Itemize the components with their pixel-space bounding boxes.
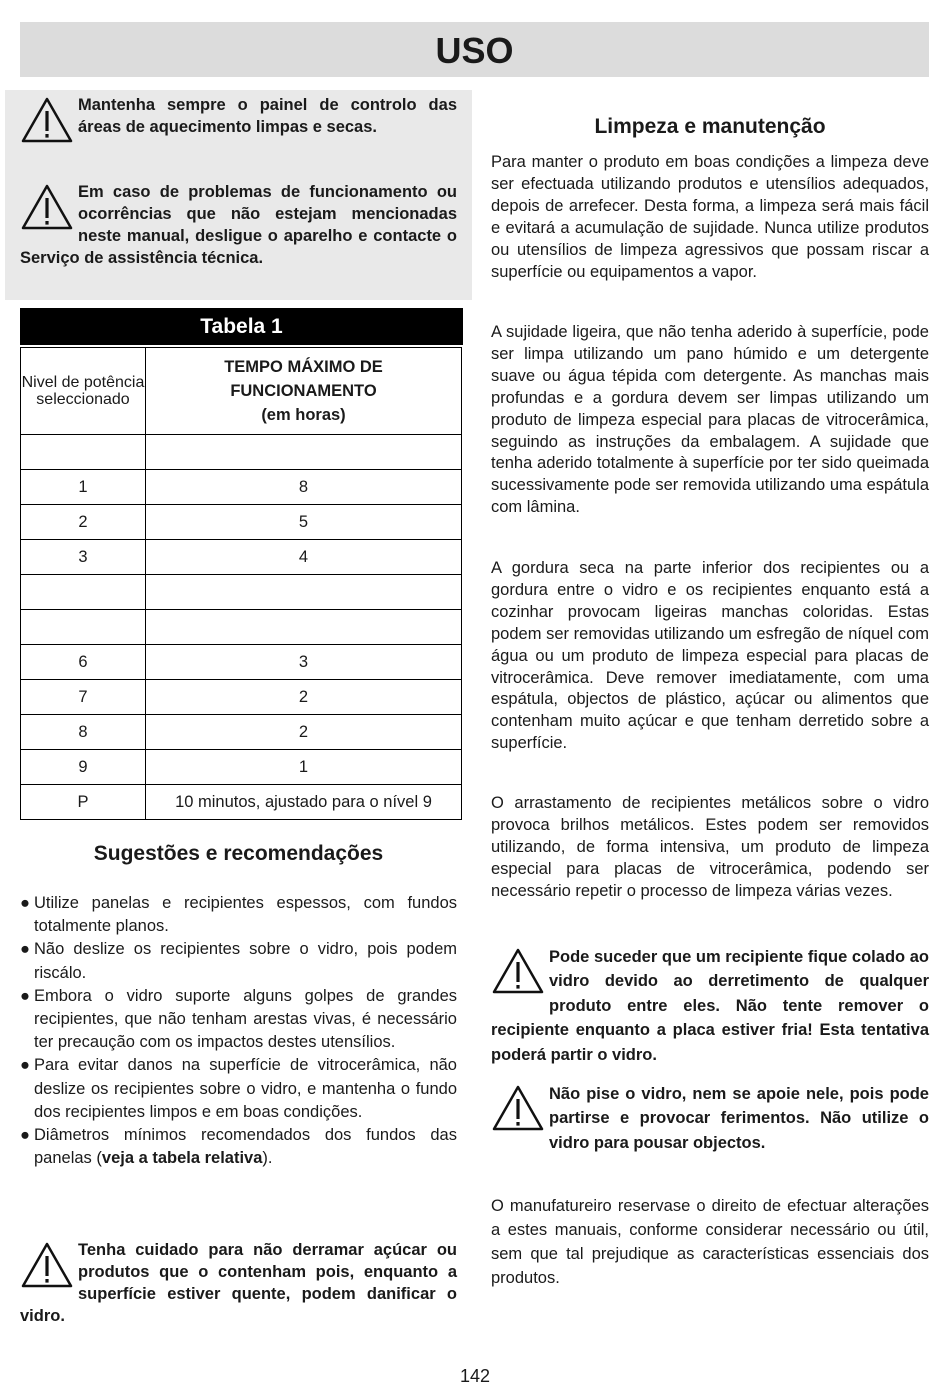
list-item-text: Para evitar danos na superfície de vitrocerâmica, não deslize os recipientes sobre o vidro, e mantenha o fundo dos recipientes limpos e em boas condições.	[34, 1056, 457, 1121]
cell-time: 3	[146, 645, 462, 680]
list-item-text: Diâmetros mínimos recomendados dos fundos das panelas (	[34, 1126, 457, 1168]
cell-time: 8	[146, 470, 462, 505]
warning-text: Mantenha sempre o painel de controlo das áreas de aquecimento limpas e secas.	[78, 96, 457, 136]
list-item	[20, 938, 457, 984]
warning-triangle-icon	[491, 1084, 545, 1132]
table-row	[21, 715, 462, 750]
warning-triangle-icon	[20, 1241, 74, 1289]
list-item-text: ).	[262, 1149, 273, 1168]
col-header-level: Nivel de potência seleccionado	[21, 348, 146, 435]
col-header-line: TEMPO MÁXIMO DE	[224, 358, 383, 376]
bullet-icon: ●	[20, 894, 30, 912]
col-header-line: (em horas)	[261, 406, 346, 424]
table-row	[21, 540, 462, 575]
table-row	[21, 610, 462, 645]
table-row	[21, 435, 462, 470]
cleaning-section	[491, 115, 929, 139]
cell-level: 2	[21, 505, 146, 540]
cell-level: 7	[21, 680, 146, 715]
list-item-text: Embora o vidro suporte alguns golpes de grandes recipientes, que não tenham arestas vivas, é necessário ter precaução com os impactos destes utensílios.	[34, 986, 457, 1052]
cell-level: P	[21, 785, 146, 820]
cell-time: 10 minutos, ajustado para o nível 9	[146, 785, 462, 820]
list-item	[20, 1124, 457, 1170]
warning-sugar	[20, 1239, 457, 1327]
warning-text: Não pise o vidro, nem se apoie nele, pois pode partirse e provocar ferimentos. Não utilize o vidro para pousar objectos.	[549, 1085, 929, 1152]
list-item	[20, 1054, 457, 1124]
cell-level: 9	[21, 750, 146, 785]
warning-triangle-icon	[491, 947, 545, 995]
cell-level	[21, 575, 146, 610]
section-heading: Sugestões e recomendações	[93, 842, 384, 865]
cell-time: 2	[146, 680, 462, 715]
warning-malfunction	[20, 181, 457, 269]
warning-triangle-icon	[20, 183, 74, 231]
paragraph: A sujidade ligeira, que não tenha aderido à superfície, pode ser limpa utilizando um pano húmido e um detergente suave ou água tépida com detergente. As manchas mais profundas e a gordura devem ser limpas utilizando um produto de limpeza especial para placas de vitrocerâmica, seguindo as instruções da embalagem. A sujidade que tenha aderido totalmente à superfície por ter sido queimada sucessivamente pode ser removida utilizando uma espátula com lâmina.	[491, 323, 929, 517]
page-number: 142	[459, 1366, 491, 1386]
cell-level	[21, 435, 146, 470]
table-title: Tabela 1	[20, 308, 463, 345]
warning-text: Pode suceder que um recipiente fique colado ao vidro devido ao derretimento de qualquer produto entre eles. Não tente remover o recipiente enquanto a placa estiver fria! Esta tentativa poderá partir o vidro.	[491, 948, 929, 1064]
warning-do-not-step	[491, 1082, 929, 1155]
bullet-icon: ●	[20, 986, 30, 1005]
section-heading: Limpeza e manutenção	[594, 115, 826, 138]
paragraph: O arrastamento de recipientes metálicos sobre o vidro provoca brilhos metálicos. Estes podem ser removidos utilizando, de forma intensiva, um produto de limpeza especial para placas de vitrocerâmica, podendo ser necessário repetir o processo de limpeza várias vezes.	[491, 794, 929, 900]
cell-level	[21, 610, 146, 645]
paragraph: O manufatureiro reservase o direito de efectuar alterações a estes manuais, conforme considerar necessário ou útil, sem que tal prejudique as características essenciais dos produtos.	[491, 1197, 929, 1287]
table-row	[21, 470, 462, 505]
cell-level: 3	[21, 540, 146, 575]
cell-time	[146, 575, 462, 610]
cell-level: 6	[21, 645, 146, 680]
table-row	[21, 750, 462, 785]
table-row	[21, 645, 462, 680]
table-row	[21, 575, 462, 610]
cell-time: 2	[146, 715, 462, 750]
table-header-row	[21, 348, 462, 435]
cell-time	[146, 435, 462, 470]
page-title: USO	[20, 22, 929, 77]
col-header-time	[146, 348, 462, 435]
table-row	[21, 785, 462, 820]
cell-level: 1	[21, 470, 146, 505]
warning-clean-panel	[20, 94, 457, 144]
power-level-table	[20, 347, 462, 820]
suggestions-list	[20, 892, 457, 1170]
table-row	[21, 505, 462, 540]
cell-time: 1	[146, 750, 462, 785]
suggestions-section	[20, 842, 457, 866]
cell-time: 5	[146, 505, 462, 540]
warning-triangle-icon	[20, 96, 74, 144]
table-row	[21, 680, 462, 715]
paragraph: Para manter o produto em boas condições a limpeza deve ser efectuada utilizando produtos e utensílios adequados, depois de arrefecer. Desta forma, a limpeza será mais fácil e evitará a acumulação de sujidade. Nunca utilize produtos ou utensílios de limpeza agressivos que possam riscar a superfície ou equipamentos a vapor.	[491, 153, 929, 281]
table-reference: veja a tabela relativa	[101, 1149, 263, 1168]
warning-text: Em caso de problemas de funcionamento ou ocorrências que não estejam mencionadas neste manual, desligue o aparelho e contacte o Serviço de assistência técnica.	[20, 183, 457, 267]
cell-time: 4	[146, 540, 462, 575]
list-item-text: Não deslize os recipientes sobre o vidro, pois podem riscálo.	[34, 940, 457, 982]
list-item	[20, 985, 457, 1055]
bullet-icon: ●	[20, 940, 30, 959]
warning-stuck-pan	[491, 945, 929, 1067]
warning-text: Tenha cuidado para não derramar açúcar ou produtos que o contenham pois, enquanto a superfície estiver quente, podem danificar o vidro.	[20, 1241, 457, 1325]
list-item	[20, 892, 457, 938]
bullet-icon: ●	[20, 1056, 30, 1075]
bullet-icon: ●	[20, 1126, 30, 1145]
col-header-line: FUNCIONAMENTO	[230, 382, 377, 400]
list-item-text: Utilize panelas e recipientes espessos, com fundos totalmente planos.	[34, 894, 457, 936]
paragraph: A gordura seca na parte inferior dos recipientes ou a gordura entre o vidro e os recipientes enquanto está a cozinhar provocam ligeiras manchas coloridas. Estas podem ser removidas utilizando um esfregão de níquel com água ou um produto de limpeza especial para placas de vitrocerâmica. Deve remover imediatamente, com uma espátula, objectos de plástico, açúcar ou alimentos que contenham muito açúcar e que tenham derretido sobre a superfície.	[491, 559, 929, 753]
cell-level: 8	[21, 715, 146, 750]
cell-time	[146, 610, 462, 645]
